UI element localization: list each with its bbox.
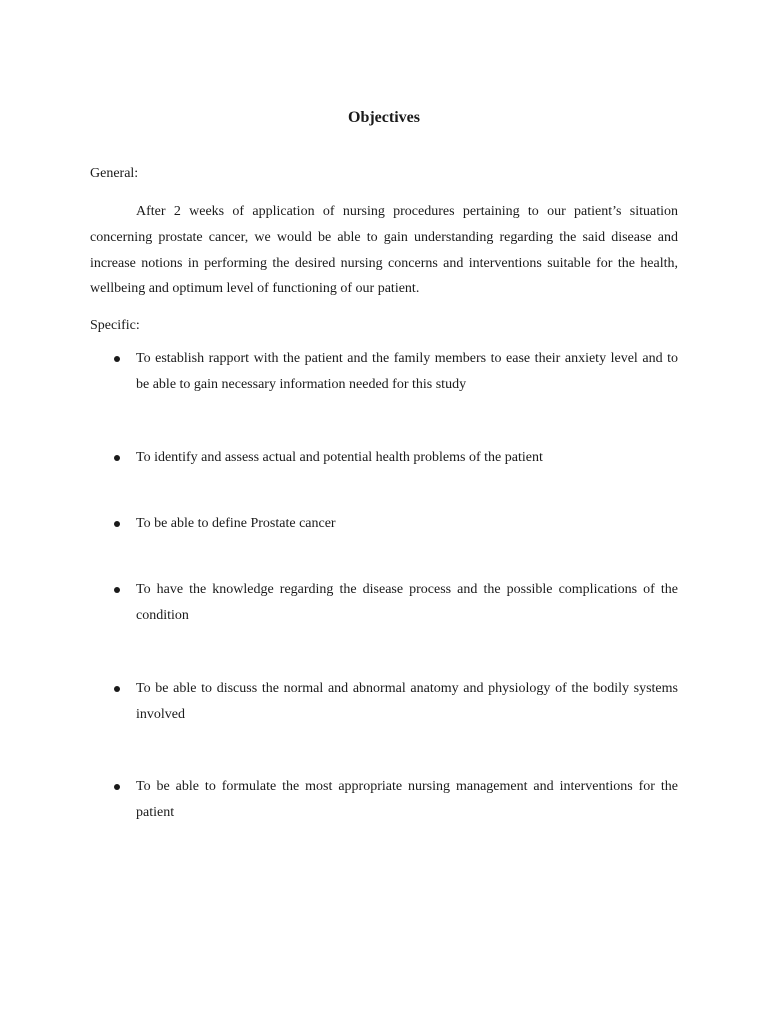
bullet-icon — [114, 521, 120, 527]
list-item-text: To be able to define Prostate cancer — [136, 516, 336, 531]
list-item — [136, 676, 678, 728]
specific-label: Specific: — [90, 318, 140, 333]
list-item-text: To have the knowledge regarding the disease process and the possible complications of the condition — [136, 582, 678, 623]
general-label: General: — [90, 166, 139, 181]
bullet-icon — [114, 784, 120, 790]
list-item-text: To be able to discuss the normal and abnormal anatomy and physiology of the bodily systems involved — [136, 681, 678, 722]
list-item — [136, 445, 678, 471]
list-item — [136, 346, 678, 398]
general-paragraph: After 2 weeks of application of nursing procedures pertaining to our patient’s situation concerning prostate cancer, we would be able to gain understanding regarding the said disease and increase notions in performing the desired nursing concerns and interventions suitable for the health, wellbeing and optimum level of functioning of our patient. — [90, 204, 678, 297]
list-item — [136, 774, 678, 826]
page-title: Objectives — [348, 109, 420, 126]
bullet-icon — [114, 455, 120, 461]
list-item-text: To be able to formulate the most appropriate nursing management and interventions for the patient — [136, 779, 678, 820]
list-item — [136, 577, 678, 629]
list-item — [136, 511, 678, 537]
bullet-icon — [114, 587, 120, 593]
list-item-text: To identify and assess actual and potential health problems of the patient — [136, 450, 543, 465]
list-item-text: To establish rapport with the patient and the family members to ease their anxiety level and to be able to gain necessary information needed for this study — [136, 351, 678, 392]
bullet-icon — [114, 686, 120, 692]
bullet-icon — [114, 356, 120, 362]
